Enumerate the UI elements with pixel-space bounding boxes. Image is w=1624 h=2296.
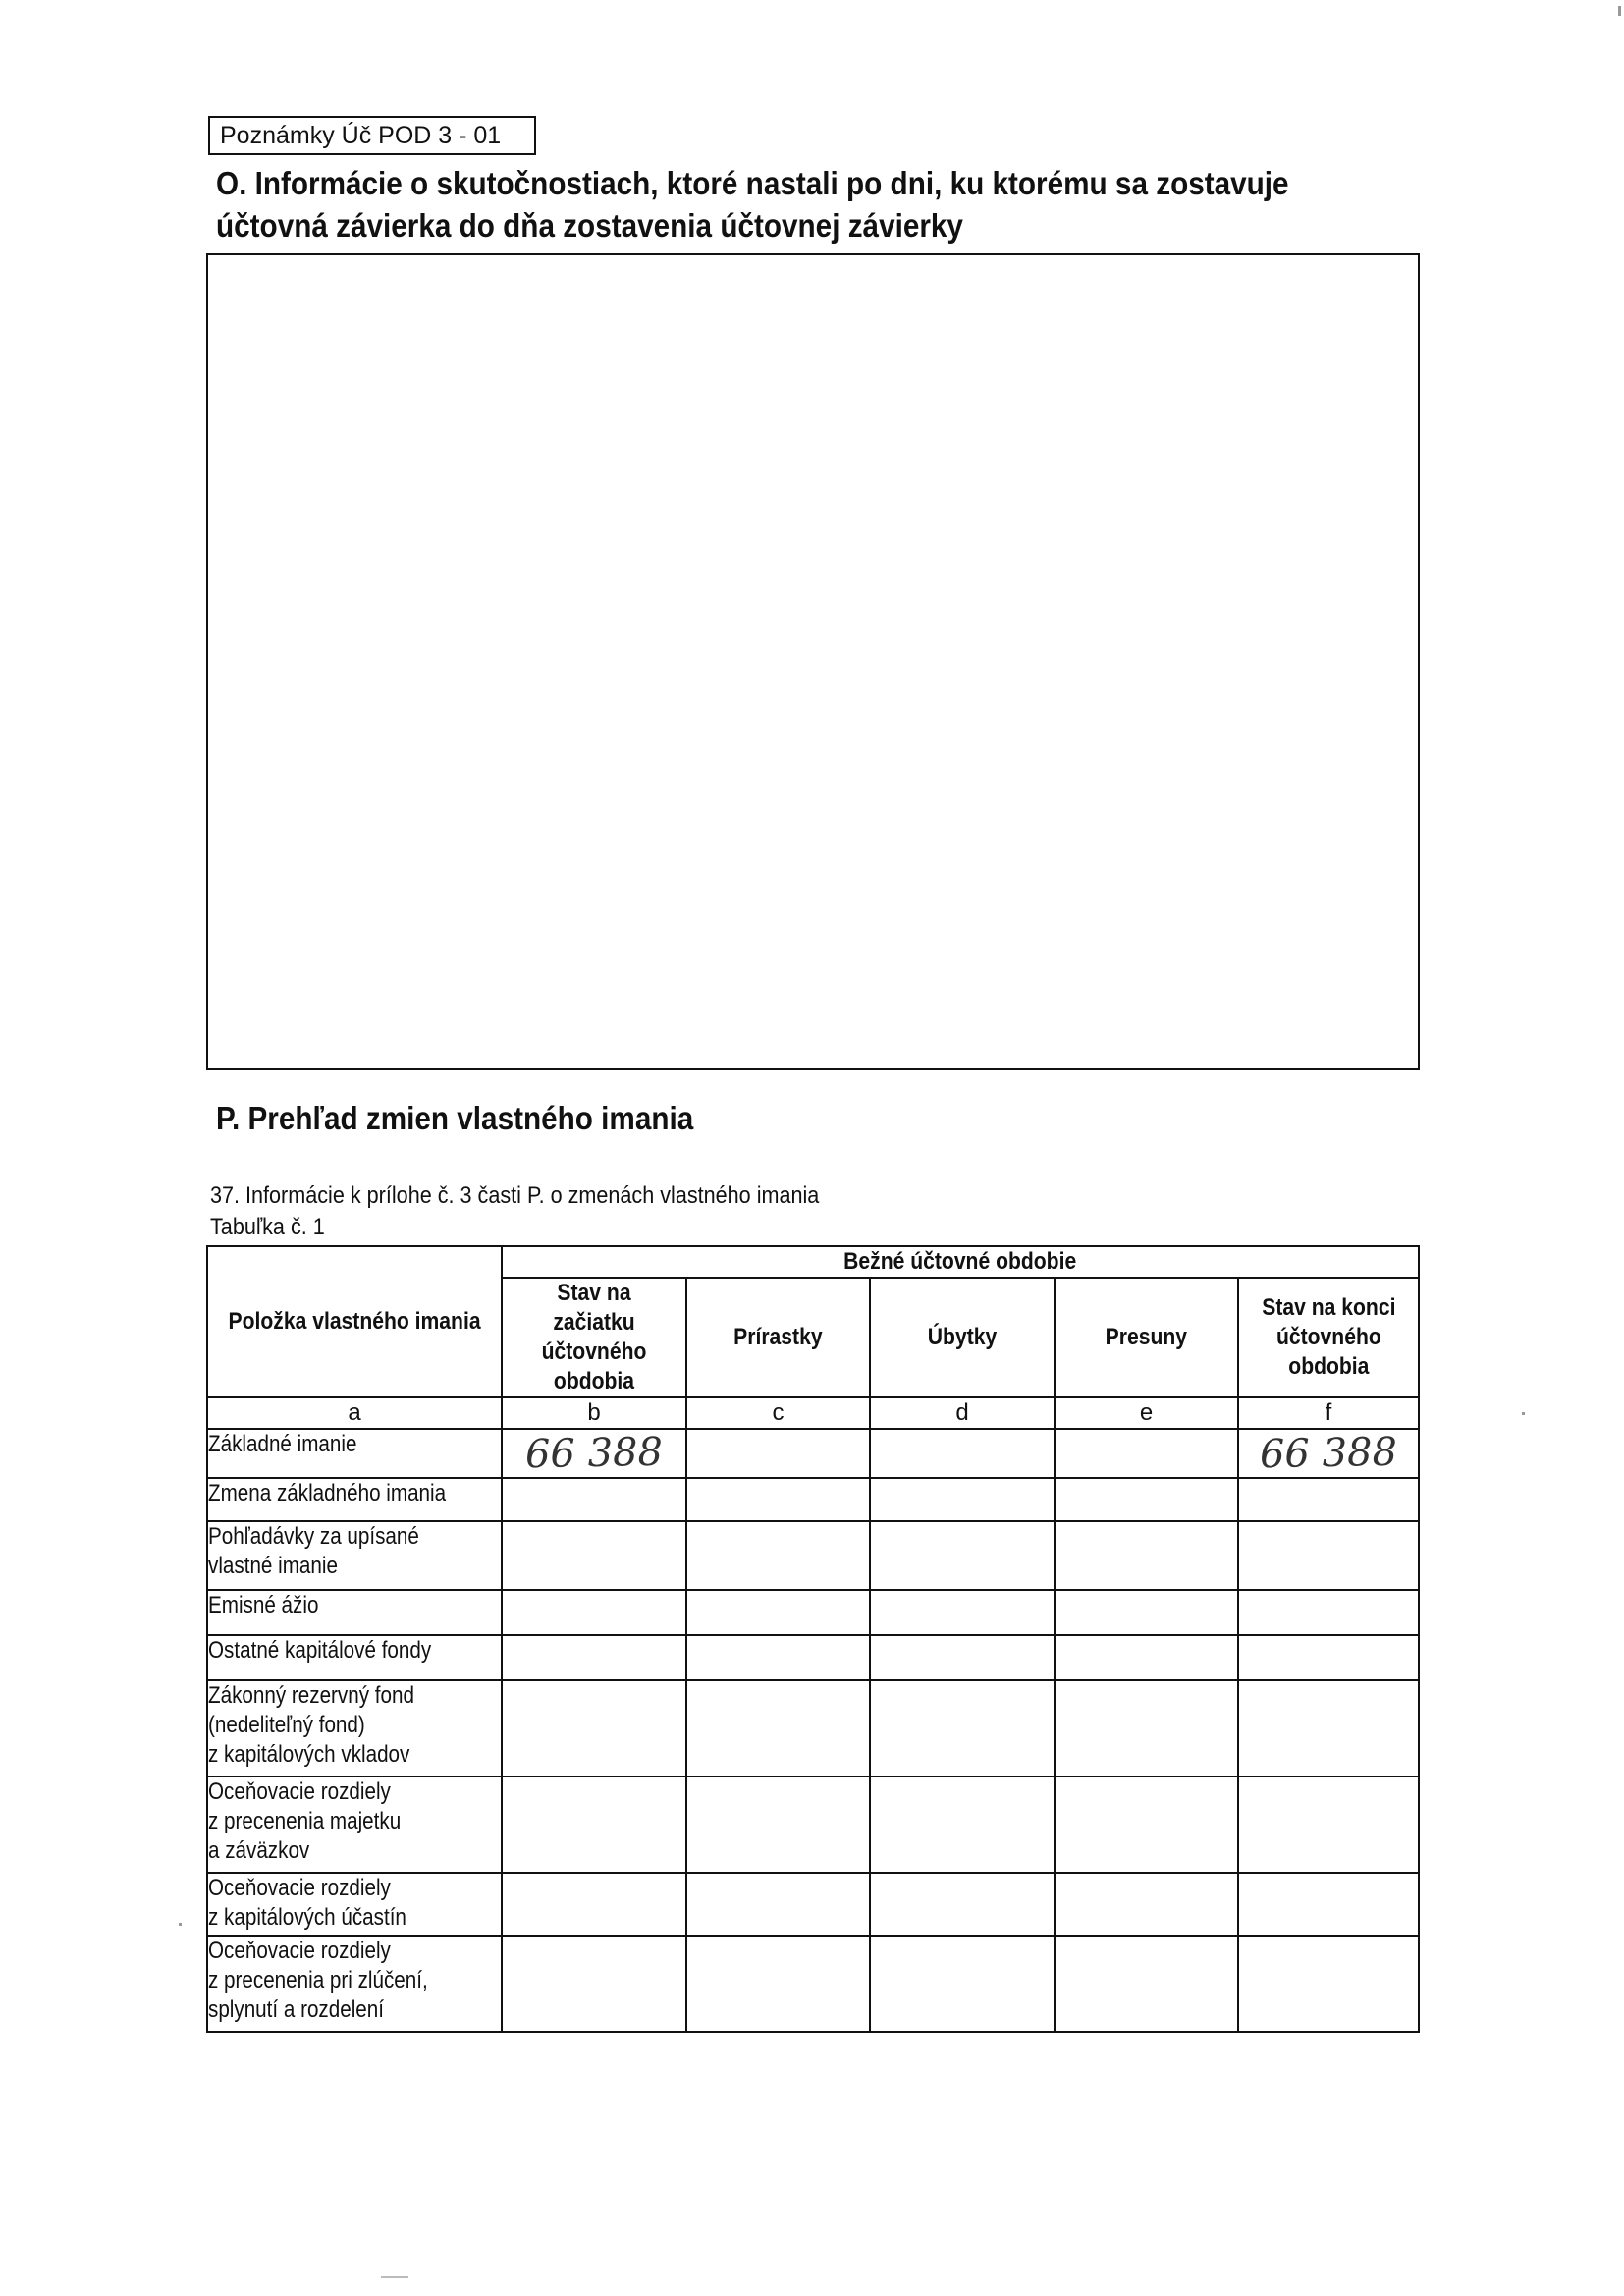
header-item: Položka vlastného imania xyxy=(207,1246,502,1397)
cell-b[interactable] xyxy=(502,1936,686,2032)
edge-mark xyxy=(1618,6,1621,16)
cell-f[interactable]: 66 388 xyxy=(1238,1429,1419,1478)
cell-d[interactable] xyxy=(870,1478,1055,1521)
cell-e[interactable] xyxy=(1055,1590,1238,1635)
cell-b[interactable] xyxy=(502,1680,686,1777)
equity-changes-table xyxy=(206,1245,1420,2033)
cell-e[interactable] xyxy=(1055,1635,1238,1680)
table-label: Tabuľka č. 1 xyxy=(210,1214,325,1240)
header-col-d: Úbytky xyxy=(870,1278,1055,1397)
table-row xyxy=(207,1777,1419,1873)
cell-d[interactable] xyxy=(870,1635,1055,1680)
row-label: Emisné ážio xyxy=(207,1590,502,1635)
cell-f[interactable] xyxy=(1238,1635,1419,1680)
cell-f[interactable] xyxy=(1238,1590,1419,1635)
section-p-title: P. Prehľad zmien vlastného imania xyxy=(216,1100,694,1136)
header-col-e: Presuny xyxy=(1055,1278,1238,1397)
cell-f[interactable] xyxy=(1238,1680,1419,1777)
section-o-title-line2: účtovná závierka do dňa zostavenia účtovnej závierky xyxy=(216,207,963,244)
table-row xyxy=(207,1635,1419,1680)
cell-d[interactable] xyxy=(870,1590,1055,1635)
header-col-c: Prírastky xyxy=(686,1278,870,1397)
cell-f[interactable] xyxy=(1238,1521,1419,1590)
edge-mark xyxy=(1522,1412,1525,1415)
form-code-badge: Poznámky Úč POD 3 - 01 xyxy=(208,116,536,155)
cell-f[interactable] xyxy=(1238,1777,1419,1873)
table-row xyxy=(207,1936,1419,2032)
cell-d[interactable] xyxy=(870,1777,1055,1873)
table-row xyxy=(207,1429,1419,1478)
letter-f: f xyxy=(1238,1397,1419,1429)
edge-mark xyxy=(381,2276,408,2278)
cell-c[interactable] xyxy=(686,1936,870,2032)
cell-b[interactable] xyxy=(502,1478,686,1521)
cell-b[interactable] xyxy=(502,1777,686,1873)
cell-c[interactable] xyxy=(686,1429,870,1478)
cell-f[interactable] xyxy=(1238,1873,1419,1936)
cell-b[interactable]: 66 388 xyxy=(502,1429,686,1478)
header-col-b: Stav na začiatku účtovného obdobia xyxy=(502,1278,686,1397)
section-o-notes-box[interactable] xyxy=(206,253,1420,1070)
letter-d: d xyxy=(870,1397,1055,1429)
row-label: Oceňovacie rozdiely z precenenia pri zlúčení, splynutí a rozdelení xyxy=(207,1936,502,2032)
header-current-period: Bežné účtovné obdobie xyxy=(502,1246,1419,1278)
edge-mark xyxy=(179,1923,182,1926)
row-label: Oceňovacie rozdiely z precenenia majetku a záväzkov xyxy=(207,1777,502,1873)
letter-b: b xyxy=(502,1397,686,1429)
letter-e: e xyxy=(1055,1397,1238,1429)
cell-c[interactable] xyxy=(686,1680,870,1777)
cell-d[interactable] xyxy=(870,1680,1055,1777)
cell-b[interactable] xyxy=(502,1521,686,1590)
row-label: Základné imanie xyxy=(207,1429,502,1478)
cell-b[interactable] xyxy=(502,1635,686,1680)
cell-e[interactable] xyxy=(1055,1521,1238,1590)
table-row xyxy=(207,1590,1419,1635)
cell-e[interactable] xyxy=(1055,1429,1238,1478)
header-col-f: Stav na konci účtovného obdobia xyxy=(1238,1278,1419,1397)
table-row xyxy=(207,1680,1419,1777)
cell-e[interactable] xyxy=(1055,1873,1238,1936)
cell-d[interactable] xyxy=(870,1936,1055,2032)
row-label: Oceňovacie rozdiely z kapitálových účastín xyxy=(207,1873,502,1936)
cell-c[interactable] xyxy=(686,1590,870,1635)
cell-d[interactable] xyxy=(870,1521,1055,1590)
cell-e[interactable] xyxy=(1055,1777,1238,1873)
row-label: Zákonný rezervný fond (nedeliteľný fond) z kapitálových vkladov xyxy=(207,1680,502,1777)
letter-c: c xyxy=(686,1397,870,1429)
letter-a: a xyxy=(207,1397,502,1429)
row-label: Pohľadávky za upísané vlastné imanie xyxy=(207,1521,502,1590)
cell-f[interactable] xyxy=(1238,1936,1419,2032)
cell-b[interactable] xyxy=(502,1873,686,1936)
cell-c[interactable] xyxy=(686,1635,870,1680)
table-row xyxy=(207,1873,1419,1936)
cell-f[interactable] xyxy=(1238,1478,1419,1521)
cell-e[interactable] xyxy=(1055,1680,1238,1777)
cell-e[interactable] xyxy=(1055,1478,1238,1521)
cell-c[interactable] xyxy=(686,1777,870,1873)
section-o-title-line1: O. Informácie o skutočnostiach, ktoré nastali po dni, ku ktorému sa zostavuje xyxy=(216,165,1289,201)
cell-b[interactable] xyxy=(502,1590,686,1635)
cell-c[interactable] xyxy=(686,1521,870,1590)
cell-c[interactable] xyxy=(686,1873,870,1936)
row-label: Ostatné kapitálové fondy xyxy=(207,1635,502,1680)
table-row xyxy=(207,1521,1419,1590)
section-p-intro: 37. Informácie k prílohe č. 3 časti P. o zmenách vlastného imania xyxy=(210,1182,820,1209)
cell-e[interactable] xyxy=(1055,1936,1238,2032)
cell-d[interactable] xyxy=(870,1429,1055,1478)
cell-c[interactable] xyxy=(686,1478,870,1521)
row-label: Zmena základného imania xyxy=(207,1478,502,1521)
cell-d[interactable] xyxy=(870,1873,1055,1936)
table-row xyxy=(207,1478,1419,1521)
